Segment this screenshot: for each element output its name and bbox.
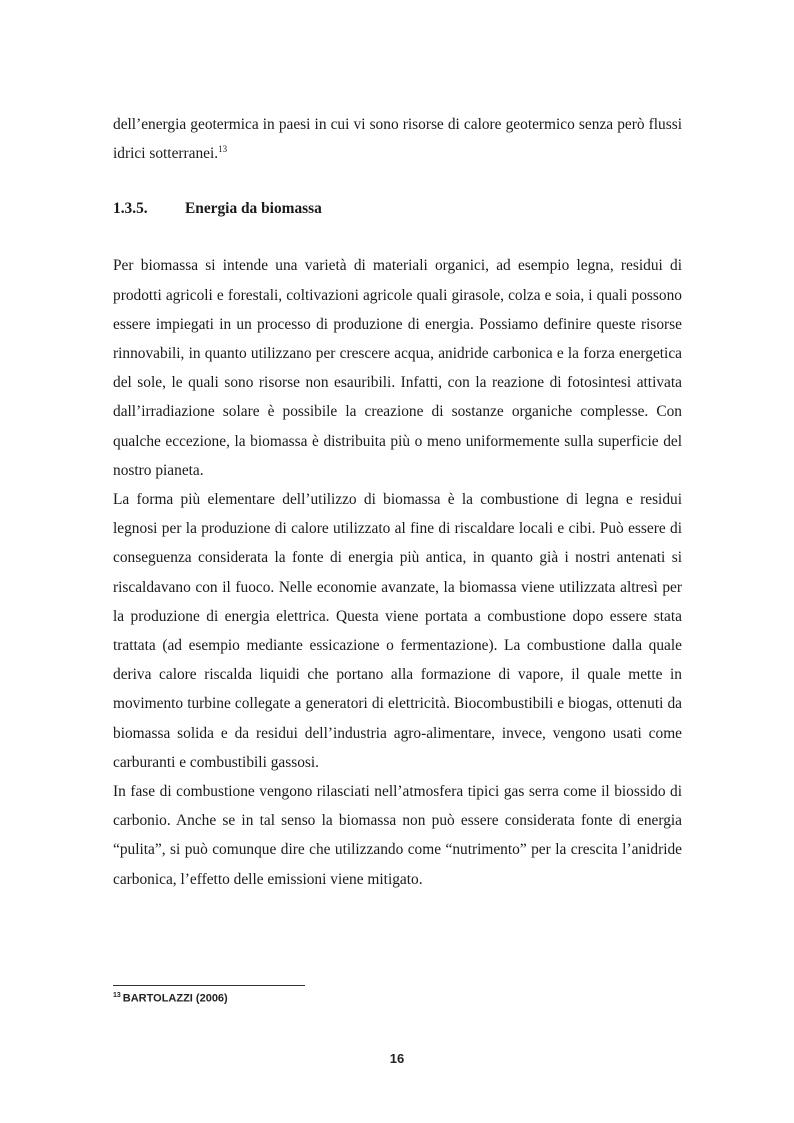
paragraph-biomass-definition: Per biomassa si intende una varietà di materiali organici, ad esempio legna, residui di prodotti agricoli e forestali, coltivazioni agricole quali girasole, colza e soia, i quali possono essere impiegati in un processo di produzione di energia. Possiamo definire queste risorse rinnovabili, in quanto utilizzano per crescere acqua, anidride carbonica e la forza energetica del sole, le quali sono risorse non esauribili. Infatti, con la reazione di fotosintesi attivata dall’irradiazione solare è possibile la creazione di sostanze organiche complesse. Con qualche eccezione, la biomassa è distribuita più o meno uniformemente sulla superficie del nostro pianeta.	[113, 257, 682, 479]
footnote	[113, 992, 228, 1005]
page-body	[113, 110, 682, 894]
page-number: 16	[389, 1051, 405, 1066]
footnote-divider	[113, 985, 305, 986]
intro-text: dell’energia geotermica in paesi in cui vi sono risorse di calore geotermico senza però flussi idrici sotterranei.	[113, 116, 682, 163]
section-heading	[113, 194, 682, 223]
footnote-reference[interactable]: 13	[218, 144, 228, 155]
footnote-text: BARTOLAZZI (2006)	[122, 992, 228, 1005]
section-number: 1.3.5.	[113, 200, 148, 218]
intro-paragraph	[113, 110, 682, 168]
footnote-mark: 13	[113, 992, 121, 999]
section-title: Energia da biomassa	[185, 200, 322, 218]
paragraph-emissions: In fase di combustione vengono rilasciati nell’atmosfera tipici gas serra come il biossido di carbonio. Anche se in tal senso la biomassa non può essere considerata fonte di energia “pulita”, si può comunque dire che utilizzando come “nutrimento” per la crescita l’anidride carbonica, l’effetto delle emissioni viene mitigato.	[113, 783, 682, 888]
paragraph-biomass-combustion: La forma più elementare dell’utilizzo di biomassa è la combustione di legna e residui legnosi per la produzione di calore utilizzato al fine di riscaldare locali e cibi. Può essere di conseguenza considerata la fonte di energia più antica, in quanto già i nostri antenati si riscaldavano con il fuoco. Nelle economie avanzate, la biomassa viene utilizzata altresì per la produzione di energia elettrica. Questa viene portata a combustione dopo essere stata trattata (ad esempio mediante essicazione o fermentazione). La combustione dalla quale deriva calore riscalda liquidi che portano alla formazione di vapore, il quale mette in movimento turbine collegate a generatori di elettricità. Biocombustibili e biogas, ottenuti da biomassa solida e da residui dell’industria agro-alimentare, invece, vengono usati come carburanti e combustibili gassosi.	[113, 491, 682, 771]
